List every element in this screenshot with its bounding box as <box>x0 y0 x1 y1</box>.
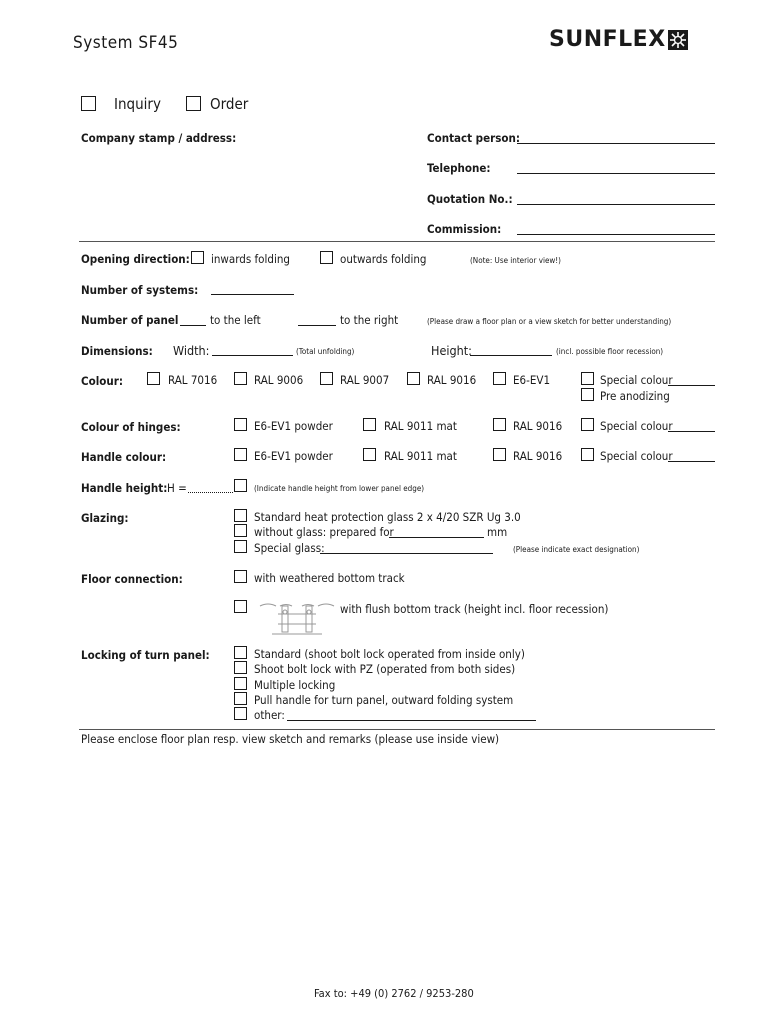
number-of-systems-field[interactable] <box>211 294 294 295</box>
handle-ral9016-label: RAL 9016 <box>513 449 563 463</box>
outwards-folding-label: outwards folding <box>340 252 427 266</box>
to-the-left-label: to the left <box>210 313 261 327</box>
inquiry-label: Inquiry <box>114 95 161 113</box>
width-note: (Total unfolding) <box>296 347 355 356</box>
locking-standard-label: Standard (shoot bolt lock operated from inside only) <box>254 647 525 661</box>
inwards-folding-label: inwards folding <box>211 252 290 266</box>
colour-ral9007-label: RAL 9007 <box>340 373 390 387</box>
quotation-label: Quotation No.: <box>427 192 513 206</box>
handle-special-label: Special colour <box>600 449 673 463</box>
hinges-ral9011-label: RAL 9011 mat <box>384 419 457 433</box>
hinges-e6ev1-label: E6-EV1 powder <box>254 419 333 433</box>
handle-height-h-label: H = <box>167 481 187 495</box>
locking-multiple-label: Multiple locking <box>254 678 336 692</box>
dimensions-label: Dimensions: <box>81 344 153 358</box>
bottom-track-profile-icon <box>258 600 336 638</box>
locking-pull-handle-label: Pull handle for turn panel, outward folding system <box>254 693 514 707</box>
handle-ral9011-label: RAL 9011 mat <box>384 449 457 463</box>
locking-pull-handle-checkbox[interactable] <box>234 692 247 705</box>
handle-colour-label: Handle colour: <box>81 450 167 464</box>
colour-ral9016-checkbox[interactable] <box>407 372 420 385</box>
handle-height-field[interactable] <box>188 492 233 493</box>
glazing-special-checkbox[interactable] <box>234 540 247 553</box>
hinges-special-field[interactable] <box>668 431 715 432</box>
outwards-folding-checkbox[interactable] <box>320 251 333 264</box>
handle-height-label: Handle height: <box>81 481 168 495</box>
divider-bottom <box>79 729 715 730</box>
hinges-ral9011-checkbox[interactable] <box>363 418 376 431</box>
hinges-special-checkbox[interactable] <box>581 418 594 431</box>
to-the-right-label: to the right <box>340 313 399 327</box>
glazing-without-label: without glass: prepared for <box>254 525 394 539</box>
glazing-designation-note: (Please indicate exact designation) <box>513 545 640 554</box>
handle-height-checkbox[interactable] <box>234 479 247 492</box>
handle-e6ev1-label: E6-EV1 powder <box>254 449 333 463</box>
handle-ral9011-checkbox[interactable] <box>363 448 376 461</box>
colour-ral7016-checkbox[interactable] <box>147 372 160 385</box>
handle-special-field[interactable] <box>668 461 715 462</box>
hinges-ral9016-label: RAL 9016 <box>513 419 563 433</box>
floor-connection-label: Floor connection: <box>81 572 183 586</box>
commission-label: Commission: <box>427 222 502 236</box>
telephone-field[interactable] <box>517 173 715 174</box>
commission-field[interactable] <box>517 234 715 235</box>
colour-special-checkbox[interactable] <box>581 372 594 385</box>
locking-label: Locking of turn panel: <box>81 648 210 662</box>
colour-special-label: Special colour <box>600 373 673 387</box>
glazing-standard-checkbox[interactable] <box>234 509 247 522</box>
locking-multiple-checkbox[interactable] <box>234 677 247 690</box>
number-of-panel-label: Number of panel <box>81 313 179 327</box>
colour-label: Colour: <box>81 374 123 388</box>
floor-plan-note: (Please draw a floor plan or a view sketch for better understanding) <box>427 317 672 326</box>
glazing-label: Glazing: <box>81 511 129 525</box>
height-field[interactable] <box>470 355 552 356</box>
contact-person-field[interactable] <box>517 143 715 144</box>
sunflex-logo <box>549 27 688 52</box>
floor-weathered-label: with weathered bottom track <box>254 571 405 585</box>
handle-special-checkbox[interactable] <box>581 448 594 461</box>
locking-standard-checkbox[interactable] <box>234 646 247 659</box>
floor-flush-checkbox[interactable] <box>234 600 247 613</box>
number-of-systems-label: Number of systems: <box>81 283 199 297</box>
colour-ral7016-label: RAL 7016 <box>168 373 218 387</box>
hinges-ral9016-checkbox[interactable] <box>493 418 506 431</box>
locking-other-checkbox[interactable] <box>234 707 247 720</box>
locking-pz-checkbox[interactable] <box>234 661 247 674</box>
colour-ral9006-checkbox[interactable] <box>234 372 247 385</box>
colour-e6ev1-label: E6-EV1 <box>513 373 551 387</box>
logo-text: SUNFLEX <box>549 27 666 52</box>
glazing-prepared-field[interactable] <box>389 537 484 538</box>
opening-direction-label: Opening direction: <box>81 252 190 266</box>
page-title: System SF45 <box>73 33 179 53</box>
company-stamp-label: Company stamp / address: <box>81 131 237 145</box>
glazing-mm-label: mm <box>487 525 508 539</box>
hinges-e6ev1-checkbox[interactable] <box>234 418 247 431</box>
quotation-field[interactable] <box>517 204 715 205</box>
hinges-special-label: Special colour <box>600 419 673 433</box>
inquiry-checkbox[interactable] <box>81 96 96 111</box>
interior-view-note: (Note: Use interior view!) <box>470 256 561 265</box>
pre-anodizing-checkbox[interactable] <box>581 388 594 401</box>
pre-anodizing-label: Pre anodizing <box>600 389 670 403</box>
handle-height-note: (Indicate handle height from lower panel edge) <box>254 484 425 493</box>
colour-special-field[interactable] <box>668 385 715 386</box>
colour-of-hinges-label: Colour of hinges: <box>81 420 181 434</box>
floor-weathered-checkbox[interactable] <box>234 570 247 583</box>
colour-ral9007-checkbox[interactable] <box>320 372 333 385</box>
panels-right-field[interactable] <box>298 325 336 326</box>
height-label: Height: <box>431 343 472 358</box>
colour-ral9006-label: RAL 9006 <box>254 373 304 387</box>
panels-left-field[interactable] <box>180 325 206 326</box>
enclose-note: Please enclose floor plan resp. view sketch and remarks (please use inside view) <box>81 732 500 746</box>
handle-ral9016-checkbox[interactable] <box>493 448 506 461</box>
glazing-special-field[interactable] <box>320 553 493 554</box>
colour-ral9016-label: RAL 9016 <box>427 373 477 387</box>
width-label: Width: <box>173 343 210 358</box>
locking-pz-label: Shoot bolt lock with PZ (operated from both sides) <box>254 662 516 676</box>
inwards-folding-checkbox[interactable] <box>191 251 204 264</box>
locking-other-field[interactable] <box>287 720 536 721</box>
floor-flush-label: with flush bottom track (height incl. floor recession) <box>340 602 609 616</box>
colour-e6ev1-checkbox[interactable] <box>493 372 506 385</box>
handle-e6ev1-checkbox[interactable] <box>234 448 247 461</box>
sun-logo-icon <box>668 30 688 50</box>
contact-person-label: Contact person: <box>427 131 520 145</box>
glazing-standard-label: Standard heat protection glass 2 x 4/20 SZR Ug 3.0 <box>254 510 521 524</box>
order-checkbox[interactable] <box>186 96 201 111</box>
height-note: (incl. possible floor recession) <box>556 347 664 356</box>
width-field[interactable] <box>212 355 293 356</box>
order-label: Order <box>210 95 249 113</box>
glazing-special-label: Special glass: <box>254 541 325 555</box>
fax-number: Fax to: +49 (0) 2762 / 9253-280 <box>314 987 474 1000</box>
divider-top <box>79 241 715 242</box>
telephone-label: Telephone: <box>427 161 491 175</box>
glazing-without-checkbox[interactable] <box>234 524 247 537</box>
locking-other-label: other: <box>254 708 285 722</box>
